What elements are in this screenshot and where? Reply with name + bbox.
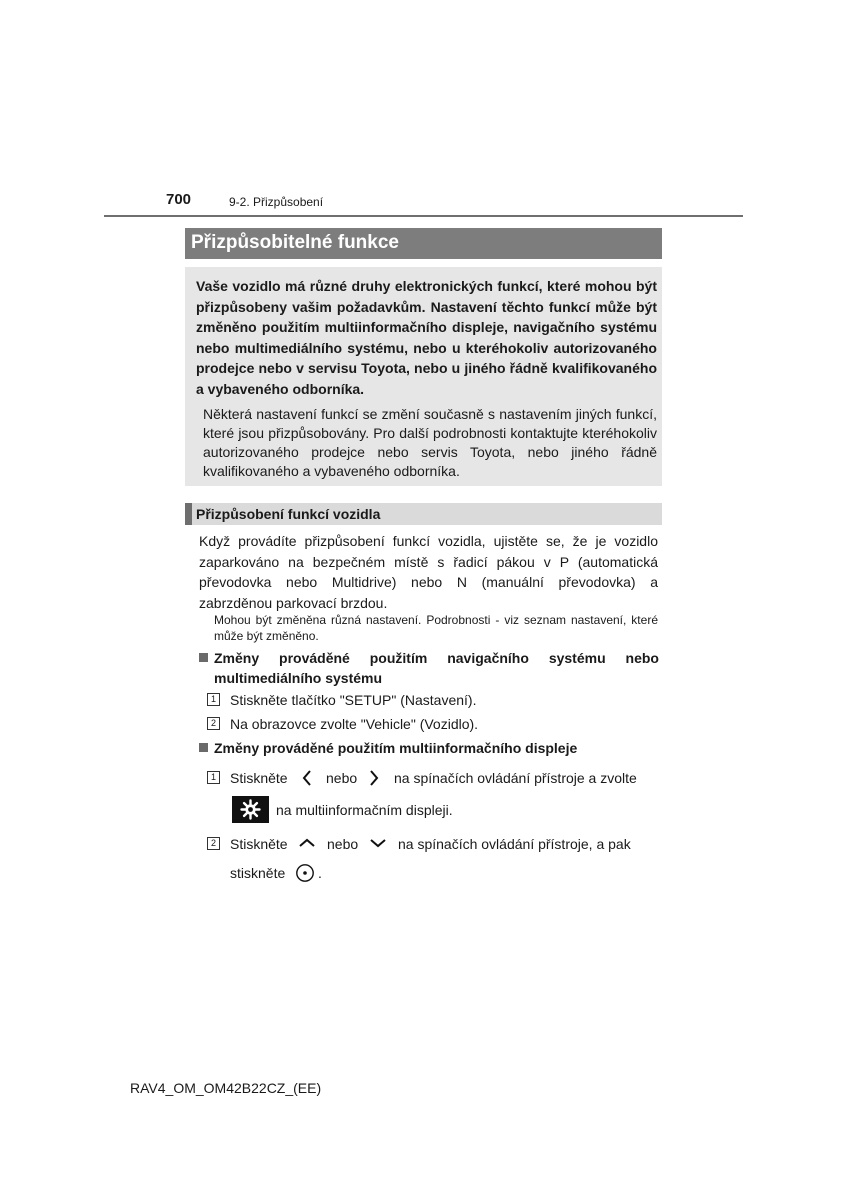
chevron-right-icon xyxy=(368,769,380,787)
step-text-line2: na multiinformačním displeji. xyxy=(276,802,453,818)
step-number: 2 xyxy=(207,837,220,850)
step-text-line2: stiskněte xyxy=(230,865,286,881)
gear-icon xyxy=(232,796,269,823)
bullet-heading: Změny prováděné použitím navigačního systému nebo multimediálního systému xyxy=(214,650,659,686)
header-divider xyxy=(104,215,743,217)
chevron-left-icon xyxy=(301,769,313,787)
step-word-or: nebo xyxy=(326,770,358,786)
intro-bold-text: Vaše vozidlo má různé druhy elektronických funkcí, které mohou být přizpůsobeny vašim požadavkům. Nastavení těchto funkcí může být změněno použitím multiinformačního displeje, navigačního systému nebo multimediálního systému, nebo u kteréhokoliv autorizovaného prodejce nebo v servisu Toyota, nebo u jiného řádně kvalifikovaného a vybaveného odborníka. xyxy=(196,278,657,397)
page-title: Přizpůsobitelné funkce xyxy=(191,232,399,253)
subsection-paragraph: Když provádíte přizpůsobení funkcí vozidla, ujistěte se, že je vozidlo zaparkováno na bezpečném místě s řadicí pákou v P (automatická převodovka nebo Multidrive) nebo N (manuální převodovka) a zabrzděnou parkovací brzdou. xyxy=(199,533,658,611)
step-word-press: Stiskněte xyxy=(230,836,288,852)
step-text: Na obrazovce zvolte "Vehicle" (Vozidlo). xyxy=(230,716,479,732)
step-number: 1 xyxy=(207,693,220,706)
bullet-square xyxy=(199,743,208,752)
step-text: na spínačích ovládání přístroje a zvolte xyxy=(394,770,637,786)
page-number: 700 xyxy=(166,191,192,208)
footer-doc-code: RAV4_OM_OM42B22CZ_(EE) xyxy=(130,1080,322,1096)
enter-button-icon xyxy=(295,863,315,883)
bullet-square xyxy=(199,653,208,662)
title-bar xyxy=(185,228,662,259)
step-number: 2 xyxy=(207,717,220,730)
section-reference: 9-2. Přizpůsobení xyxy=(229,195,324,209)
bullet-heading: Změny prováděné použitím multiinformačního displeje xyxy=(214,740,578,756)
step-text: Stiskněte tlačítko "SETUP" (Nastavení). xyxy=(230,692,477,708)
intro-box xyxy=(185,267,662,486)
step-number: 1 xyxy=(207,771,220,784)
chevron-down-icon xyxy=(369,836,387,850)
subsection-bar xyxy=(185,503,662,525)
subsection-note: Mohou být změněna různá nastavení. Podrobnosti - viz seznam nastavení, které může být změněno. xyxy=(214,613,658,643)
step-word-or: nebo xyxy=(327,836,359,852)
step-text: na spínačích ovládání přístroje, a pak xyxy=(398,836,631,852)
step-word-press: Stiskněte xyxy=(230,770,288,786)
chevron-up-icon xyxy=(298,836,316,850)
subsection-accent xyxy=(185,503,192,525)
step-text-end: . xyxy=(318,865,322,881)
subsection-title: Přizpůsobení funkcí vozidla xyxy=(196,506,381,522)
intro-note-text: Některá nastavení funkcí se změní současně s nastavením jiných funkcí, které jsou přizpůsobovány. Pro další podrobnosti kontaktujte kteréhokoliv autorizovaného prodejce nebo servis Toyota, nebo jiného řádně kvalifikovaného a vybaveného odborníka. xyxy=(203,406,657,479)
